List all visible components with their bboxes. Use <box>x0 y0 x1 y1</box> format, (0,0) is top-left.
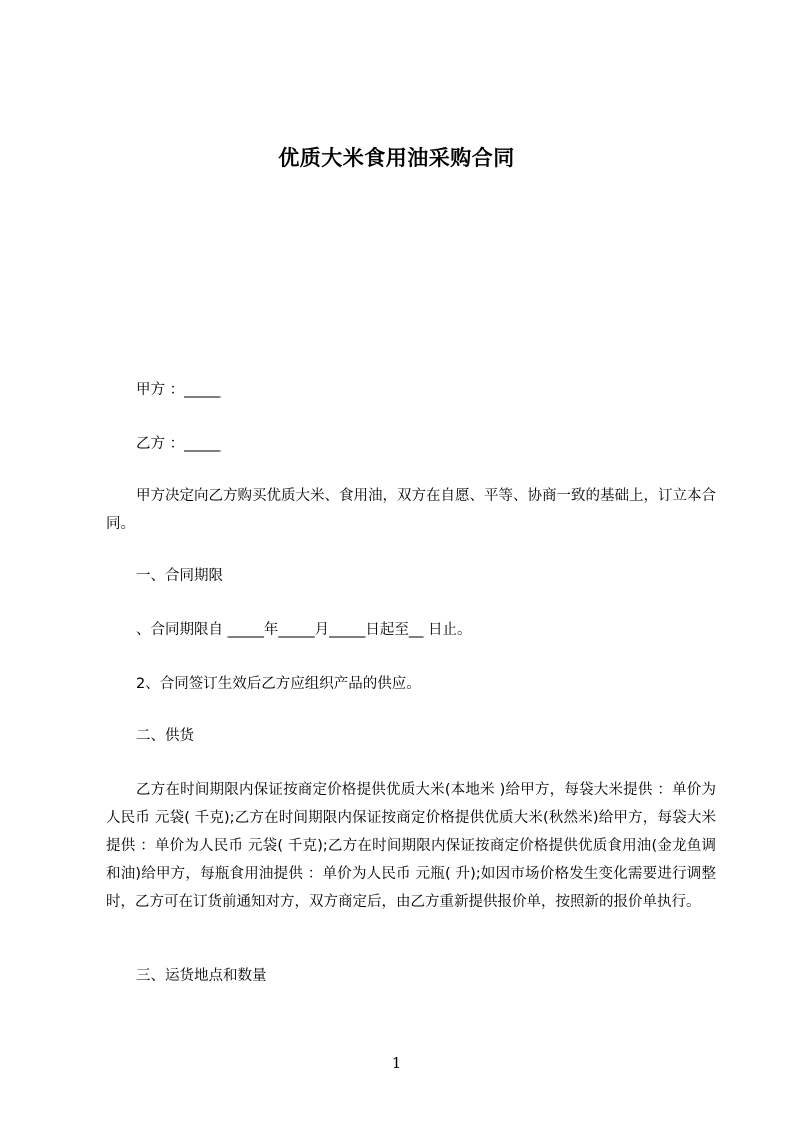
party-b-line: 乙方 ：_____ <box>136 436 221 452</box>
supply-paragraph: 乙方在时间期限内保证按商定价格提供优质大米(本地米 )给甲方，每袋大米提供 ：单价为人民币 元袋( 千克);乙方在时间期限内保证按商定价格提供优质大米(秋然米)给甲方，每袋大米提供 ：单价为人民币 元袋( 千克);乙方在时间期限内保证按商定价格提供优质食用油(金龙鱼调和油)给甲方，每瓶食用油提供 ：单价为人民币 元瓶( 升);如因市场价格发生变化需要进行调整时，乙方可在订货前通知对方，双方商定后，由乙方重新提供报价单，按照新的报价单执行。 <box>106 782 716 910</box>
clause-1-1: 、合同期限自 _____年_____月_____日起至__ 日止。 <box>136 622 472 638</box>
page-number: 1 <box>391 1054 402 1072</box>
clause-1-2: 2、合同签订生效后乙方应组织产品的供应。 <box>136 676 421 692</box>
section-3-heading: 三、运货地点和数量 <box>136 968 267 984</box>
party-a-line: 甲方 ：_____ <box>136 382 221 398</box>
intro-paragraph: 甲方决定向乙方购买优质大米、食用油，双方在自愿、平等、协商一致的基础上，订立本合同。 <box>106 488 716 532</box>
document-title: 优质大米食用油采购合同 <box>278 146 515 170</box>
section-2-heading: 二、供货 <box>136 728 194 744</box>
section-1-heading: 一、合同期限 <box>136 568 223 584</box>
